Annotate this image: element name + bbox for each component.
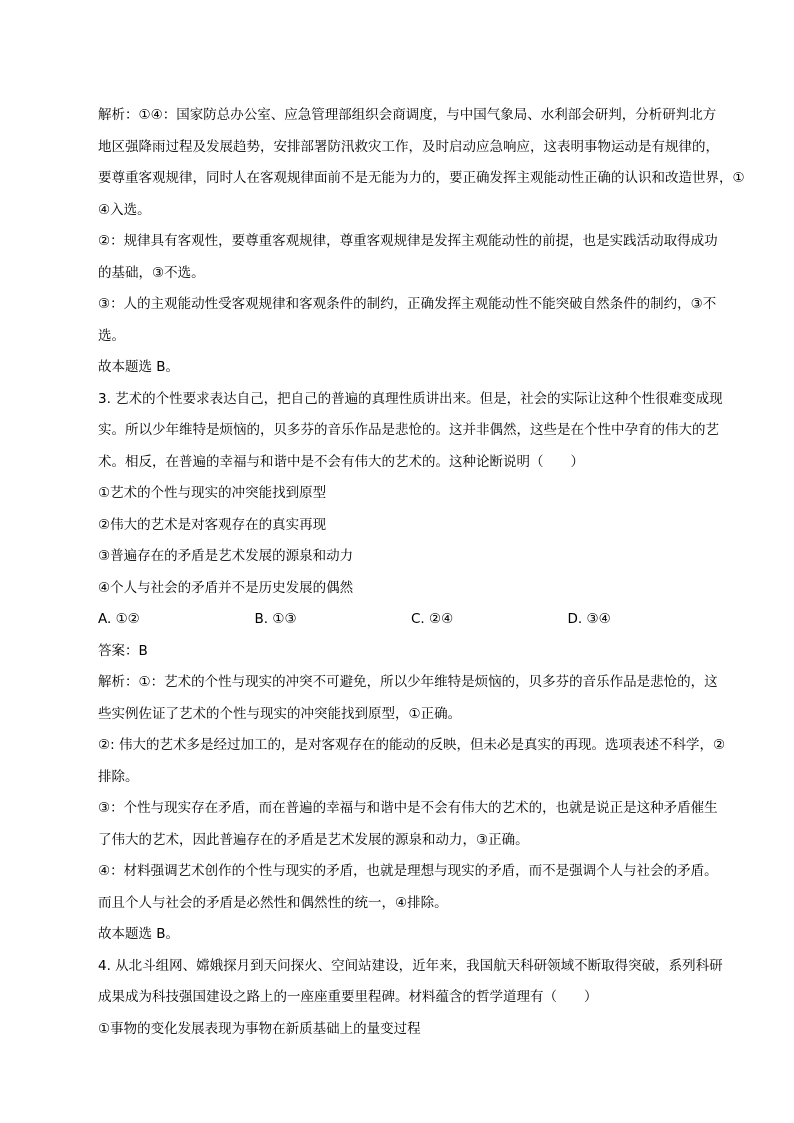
analysis-line: 选。: [98, 327, 125, 344]
statement-item: ②伟大的艺术是对客观存在的真实再现: [98, 516, 327, 533]
option-d: D. ③④: [567, 611, 611, 627]
analysis-line: 排除。: [98, 768, 139, 785]
option-c: C. ②④: [411, 611, 454, 627]
analysis-line: ②：规律具有客观性，要尊重客观规律，尊重客观规律是发挥主观能动性的前提，也是实践活动取得成功: [98, 233, 718, 249]
question-stem-line: 3. 艺术的个性要求表达自己，把自己的普遍的真理性质讲出来。但是，社会的实际让这种个性很难变成现: [98, 390, 723, 407]
question-stem-line: 4. 从北斗组网、嫦娥探月到天问探火、空间站建设，近年来，我国航天科研领域不断取得突破，系列科研: [98, 957, 723, 974]
analysis-line: 了伟大的艺术，因此普遍存在的矛盾是艺术发展的源泉和动力，③正确。: [98, 831, 529, 848]
option-a: A. ①②: [98, 611, 140, 627]
q2-analysis: [98, 100, 745, 384]
analysis-line: ④：材料强调艺术创作的个性与现实的矛盾，也就是理想与现实的矛盾，而不是强调个人与社会的矛盾。: [98, 863, 718, 879]
analysis-line: ④入选。: [98, 201, 151, 218]
analysis-line: 而且个人与社会的矛盾是必然性和偶然性的统一，④排除。: [98, 894, 448, 911]
question-stem-line: 成果成为科技强国建设之路上的一座座重要里程碑。材料蕴含的哲学道理有（ ）: [98, 989, 598, 1005]
analysis-line: ③：人的主观能动性受客观规律和客观条件的制约，正确发挥主观能动性不能突破自然条件的制约，③不: [98, 296, 717, 312]
analysis-conclusion: 故本题选 B。: [98, 359, 180, 375]
statement-item: ①艺术的个性与现实的冲突能找到原型: [98, 485, 327, 501]
question-3: [98, 384, 724, 951]
statement-item: ①事物的变化发展表现为事物在新质基础上的量变过程: [98, 1020, 421, 1037]
analysis-line: 些实例佐证了艺术的个性与现实的冲突能找到原型，①正确。: [98, 705, 462, 722]
statement-item: ③普遍存在的矛盾是艺术发展的源泉和动力: [98, 548, 354, 564]
analysis-line: ②: 伟大的艺术多是经过加工的，是对客观存在的能动的反映，但未必是真实的再现。选项表述不科学，②: [98, 737, 726, 753]
option-b: B. ①③: [254, 611, 297, 627]
question-stem-line: 术。相反，在普遍的幸福与和谐中是不会有伟大的艺术的。这种论断说明（ ）: [98, 453, 584, 470]
analysis-line: 解析：①④：国家防总办公室、应急管理部组织会商调度，与中国气象局、水利部会研判，分析研判北方: [98, 107, 717, 123]
question-stem-line: 实。所以少年维特是烦恼的，贝多芬的音乐作品是悲怆的。这并非偶然，这些是在个性中孕育的伟大的艺: [98, 422, 719, 438]
answer-options: [98, 604, 724, 636]
analysis-line: 要尊重客观规律，同时人在客观规律面前不是无能为力的，要正确发挥主观能动性正确的认识和改造世界，①: [98, 170, 745, 186]
analysis-conclusion: 故本题选 B。: [98, 926, 180, 942]
analysis-line: 解析：①：艺术的个性与现实的冲突不可避免，所以少年维特是烦恼的，贝多芬的音乐作品是悲怆的，这: [98, 674, 718, 690]
analysis-line: 的基础，③不选。: [98, 264, 205, 281]
statement-item: ④个人与社会的矛盾并不是历史发展的偶然: [98, 579, 354, 596]
answer-line: 答案：B: [98, 642, 148, 659]
analysis-line: ③：个性与现实存在矛盾，而在普遍的幸福与和谐中是不会有伟大的艺术的，也就是说正是这种矛盾催生: [98, 800, 718, 816]
question-4: [98, 951, 724, 1046]
analysis-line: 地区强降雨过程及发展趋势，安排部署防汛救灾工作，及时启动应急响应，这表明事物运动是有规律的，: [98, 138, 719, 155]
